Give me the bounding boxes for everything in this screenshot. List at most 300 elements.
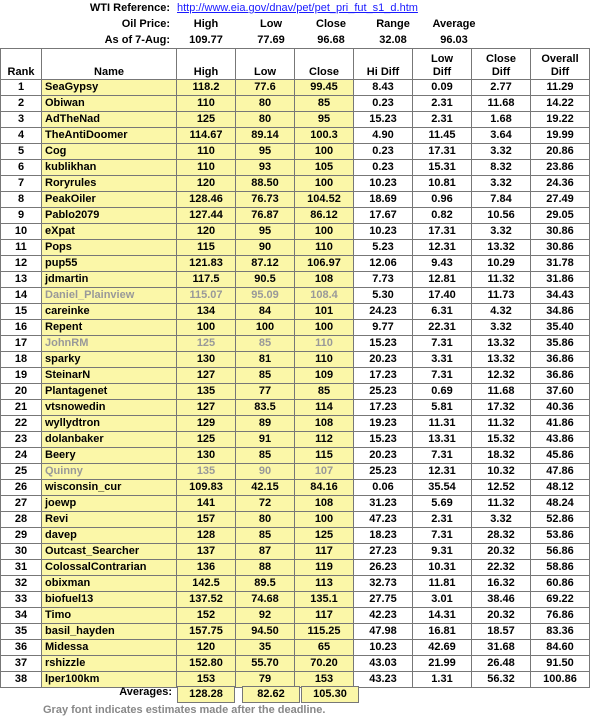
oil-high-value: 109.77 [189, 34, 223, 46]
cell-close: 117 [295, 608, 354, 624]
cell-name: Outcast_Searcher [42, 544, 177, 560]
cell-overall-diff: 19.22 [531, 112, 590, 128]
cell-low: 92 [236, 608, 295, 624]
cell-close-diff: 15.32 [472, 432, 531, 448]
cell-hi-diff: 8.43 [354, 80, 413, 96]
cell-close: 115 [295, 448, 354, 464]
cell-high: 157.75 [177, 624, 236, 640]
cell-low-diff: 5.69 [413, 496, 472, 512]
table-row [1, 528, 590, 544]
cell-close-diff: 22.32 [472, 560, 531, 576]
as-of-row [0, 32, 611, 48]
as-of-label: As of 7-Aug: [104, 34, 170, 46]
cell-close: 108.4 [295, 288, 354, 304]
cell-rank: 4 [1, 128, 42, 144]
cell-hi-diff: 15.23 [354, 432, 413, 448]
cell-high: 115.07 [177, 288, 236, 304]
cell-close: 108 [295, 416, 354, 432]
cell-hi-diff: 32.73 [354, 576, 413, 592]
cell-low-diff: 9.31 [413, 544, 472, 560]
cell-rank: 18 [1, 352, 42, 368]
cell-low-diff: 15.31 [413, 160, 472, 176]
cell-hi-diff: 9.77 [354, 320, 413, 336]
cell-overall-diff: 34.43 [531, 288, 590, 304]
table-row [1, 448, 590, 464]
table-body [1, 80, 590, 688]
cell-low: 85 [236, 448, 295, 464]
cell-overall-diff: 37.60 [531, 384, 590, 400]
table-row [1, 400, 590, 416]
cell-rank: 27 [1, 496, 42, 512]
cell-rank: 25 [1, 464, 42, 480]
cell-close: 107 [295, 464, 354, 480]
cell-hi-diff: 17.23 [354, 368, 413, 384]
cell-name: Obiwan [42, 96, 177, 112]
cell-close: 117 [295, 544, 354, 560]
cell-hi-diff: 43.23 [354, 672, 413, 688]
cell-rank: 10 [1, 224, 42, 240]
table-row [1, 96, 590, 112]
cell-overall-diff: 91.50 [531, 656, 590, 672]
cell-low-diff: 7.31 [413, 368, 472, 384]
cell-low: 77.6 [236, 80, 295, 96]
cell-name: Cog [42, 144, 177, 160]
cell-hi-diff: 4.90 [354, 128, 413, 144]
cell-close-diff: 13.32 [472, 352, 531, 368]
cell-low-diff: 11.45 [413, 128, 472, 144]
cell-close-diff: 18.57 [472, 624, 531, 640]
cell-close-diff: 11.68 [472, 384, 531, 400]
oil-close-value: 96.68 [317, 34, 345, 46]
cell-low-diff: 17.31 [413, 224, 472, 240]
cell-low-diff: 0.82 [413, 208, 472, 224]
oil-range-value: 32.08 [379, 34, 407, 46]
cell-high: 135 [177, 464, 236, 480]
cell-low-diff: 3.01 [413, 592, 472, 608]
cell-hi-diff: 25.23 [354, 464, 413, 480]
cell-low: 89.14 [236, 128, 295, 144]
cell-name: vtsnowedin [42, 400, 177, 416]
cell-low: 84 [236, 304, 295, 320]
cell-close: 85 [295, 384, 354, 400]
cell-rank: 7 [1, 176, 42, 192]
cell-low-diff: 6.31 [413, 304, 472, 320]
cell-overall-diff: 48.12 [531, 480, 590, 496]
cell-overall-diff: 60.86 [531, 576, 590, 592]
table-row [1, 384, 590, 400]
cell-hi-diff: 5.30 [354, 288, 413, 304]
header-low: Low [236, 49, 295, 80]
cell-name: Quinny [42, 464, 177, 480]
cell-close: 70.20 [295, 656, 354, 672]
cell-close-diff: 20.32 [472, 544, 531, 560]
cell-name: careinke [42, 304, 177, 320]
cell-high: 125 [177, 432, 236, 448]
cell-close: 104.52 [295, 192, 354, 208]
cell-high: 130 [177, 352, 236, 368]
cell-name: PeakOiler [42, 192, 177, 208]
cell-low-diff: 21.99 [413, 656, 472, 672]
cell-low: 95.09 [236, 288, 295, 304]
cell-name: ColossalContrarian [42, 560, 177, 576]
cell-low-diff: 16.81 [413, 624, 472, 640]
cell-low-diff: 10.31 [413, 560, 472, 576]
cell-overall-diff: 11.29 [531, 80, 590, 96]
cell-name: lper100km [42, 672, 177, 688]
cell-rank: 5 [1, 144, 42, 160]
cell-overall-diff: 43.86 [531, 432, 590, 448]
cell-name: Pops [42, 240, 177, 256]
header-high: High [177, 49, 236, 80]
cell-low-diff: 12.31 [413, 464, 472, 480]
cell-name: wyllydtron [42, 416, 177, 432]
cell-rank: 24 [1, 448, 42, 464]
col-low-label: Low [260, 18, 282, 30]
table-row [1, 240, 590, 256]
table-row [1, 224, 590, 240]
cell-low: 94.50 [236, 624, 295, 640]
cell-low-diff: 9.43 [413, 256, 472, 272]
table-row [1, 320, 590, 336]
cell-rank: 17 [1, 336, 42, 352]
table-row [1, 272, 590, 288]
wti-reference-row [0, 0, 611, 16]
average-low: 82.62 [242, 686, 300, 703]
cell-low-diff: 0.69 [413, 384, 472, 400]
cell-rank: 6 [1, 160, 42, 176]
header-low-diff: Low Diff [413, 49, 472, 80]
cell-close: 110 [295, 336, 354, 352]
cell-name: joewp [42, 496, 177, 512]
cell-low: 85 [236, 528, 295, 544]
cell-close-diff: 11.32 [472, 272, 531, 288]
cell-hi-diff: 17.67 [354, 208, 413, 224]
cell-close-diff: 20.32 [472, 608, 531, 624]
cell-close: 85 [295, 96, 354, 112]
cell-high: 117.5 [177, 272, 236, 288]
gray-font-note: Gray font indicates estimates made after the deadline. [43, 704, 326, 716]
cell-overall-diff: 23.86 [531, 160, 590, 176]
table-row [1, 208, 590, 224]
cell-overall-diff: 29.05 [531, 208, 590, 224]
cell-close: 95 [295, 112, 354, 128]
table-row [1, 160, 590, 176]
cell-hi-diff: 7.73 [354, 272, 413, 288]
cell-high: 129 [177, 416, 236, 432]
cell-close-diff: 8.32 [472, 160, 531, 176]
cell-low: 72 [236, 496, 295, 512]
cell-rank: 11 [1, 240, 42, 256]
cell-name: biofuel13 [42, 592, 177, 608]
cell-high: 100 [177, 320, 236, 336]
cell-close-diff: 12.52 [472, 480, 531, 496]
cell-rank: 14 [1, 288, 42, 304]
cell-close-diff: 13.32 [472, 240, 531, 256]
cell-high: 110 [177, 96, 236, 112]
cell-low: 90 [236, 464, 295, 480]
cell-low-diff: 0.96 [413, 192, 472, 208]
cell-high: 109.83 [177, 480, 236, 496]
cell-name: Daniel_Plainview [42, 288, 177, 304]
cell-low: 74.68 [236, 592, 295, 608]
cell-low: 89 [236, 416, 295, 432]
cell-low: 80 [236, 96, 295, 112]
cell-rank: 37 [1, 656, 42, 672]
cell-rank: 1 [1, 80, 42, 96]
cell-overall-diff: 53.86 [531, 528, 590, 544]
cell-hi-diff: 19.23 [354, 416, 413, 432]
header-close-diff: Close Diff [472, 49, 531, 80]
cell-rank: 36 [1, 640, 42, 656]
cell-high: 142.5 [177, 576, 236, 592]
cell-close: 65 [295, 640, 354, 656]
cell-close: 100 [295, 512, 354, 528]
cell-close-diff: 56.32 [472, 672, 531, 688]
cell-rank: 12 [1, 256, 42, 272]
cell-name: sparky [42, 352, 177, 368]
cell-name: dolanbaker [42, 432, 177, 448]
cell-close-diff: 13.32 [472, 336, 531, 352]
cell-close-diff: 26.48 [472, 656, 531, 672]
cell-close-diff: 11.68 [472, 96, 531, 112]
rankings-table [0, 48, 590, 688]
table-row [1, 80, 590, 96]
oil-price-label: Oil Price: [121, 18, 170, 30]
average-close: 105.30 [301, 686, 359, 703]
cell-close: 99.45 [295, 80, 354, 96]
cell-high: 120 [177, 640, 236, 656]
cell-overall-diff: 47.86 [531, 464, 590, 480]
cell-close-diff: 3.64 [472, 128, 531, 144]
cell-hi-diff: 0.23 [354, 160, 413, 176]
cell-low: 83.5 [236, 400, 295, 416]
cell-low-diff: 42.69 [413, 640, 472, 656]
cell-low: 91 [236, 432, 295, 448]
cell-low: 100 [236, 320, 295, 336]
cell-close: 108 [295, 496, 354, 512]
cell-overall-diff: 100.86 [531, 672, 590, 688]
cell-hi-diff: 27.75 [354, 592, 413, 608]
cell-low-diff: 11.81 [413, 576, 472, 592]
cell-name: pup55 [42, 256, 177, 272]
cell-name: Timo [42, 608, 177, 624]
cell-high: 128.46 [177, 192, 236, 208]
table-row [1, 496, 590, 512]
cell-low: 35 [236, 640, 295, 656]
cell-high: 137.52 [177, 592, 236, 608]
cell-hi-diff: 18.23 [354, 528, 413, 544]
cell-close: 153 [295, 672, 354, 688]
cell-rank: 23 [1, 432, 42, 448]
cell-rank: 22 [1, 416, 42, 432]
cell-hi-diff: 5.23 [354, 240, 413, 256]
cell-close: 100 [295, 144, 354, 160]
table-row [1, 608, 590, 624]
averages-label: Averages: [119, 686, 172, 698]
cell-rank: 33 [1, 592, 42, 608]
cell-low-diff: 11.31 [413, 416, 472, 432]
table-row [1, 544, 590, 560]
table-header-row [1, 49, 590, 80]
cell-close-diff: 17.32 [472, 400, 531, 416]
table-row [1, 464, 590, 480]
cell-close-diff: 12.32 [472, 368, 531, 384]
cell-low: 87 [236, 544, 295, 560]
cell-close-diff: 7.84 [472, 192, 531, 208]
cell-hi-diff: 17.23 [354, 400, 413, 416]
cell-name: SeaGypsy [42, 80, 177, 96]
cell-close: 101 [295, 304, 354, 320]
cell-high: 120 [177, 224, 236, 240]
cell-rank: 30 [1, 544, 42, 560]
cell-rank: 3 [1, 112, 42, 128]
cell-low-diff: 0.09 [413, 80, 472, 96]
cell-rank: 28 [1, 512, 42, 528]
cell-overall-diff: 24.36 [531, 176, 590, 192]
cell-low-diff: 12.81 [413, 272, 472, 288]
cell-hi-diff: 15.23 [354, 336, 413, 352]
cell-low: 85 [236, 368, 295, 384]
cell-overall-diff: 36.86 [531, 352, 590, 368]
header-rank: Rank [1, 49, 42, 80]
cell-overall-diff: 34.86 [531, 304, 590, 320]
cell-overall-diff: 40.36 [531, 400, 590, 416]
cell-low: 80 [236, 112, 295, 128]
table-row [1, 560, 590, 576]
header-name: Name [42, 49, 177, 80]
cell-low: 89.5 [236, 576, 295, 592]
cell-name: basil_hayden [42, 624, 177, 640]
cell-overall-diff: 45.86 [531, 448, 590, 464]
cell-high: 157 [177, 512, 236, 528]
cell-low-diff: 10.81 [413, 176, 472, 192]
cell-close-diff: 3.32 [472, 144, 531, 160]
cell-close: 135.1 [295, 592, 354, 608]
header-hi-diff: Hi Diff [354, 49, 413, 80]
cell-close: 100.3 [295, 128, 354, 144]
cell-low: 87.12 [236, 256, 295, 272]
cell-high: 120 [177, 176, 236, 192]
col-close-label: Close [316, 18, 346, 30]
cell-name: JohnRM [42, 336, 177, 352]
wti-reference-link[interactable]: http://www.eia.gov/dnav/pet/pet_pri_fut_s1_d.htm [177, 2, 418, 14]
cell-name: Plantagenet [42, 384, 177, 400]
cell-close-diff: 10.32 [472, 464, 531, 480]
cell-hi-diff: 12.06 [354, 256, 413, 272]
header-overall-diff: Overall Diff [531, 49, 590, 80]
cell-overall-diff: 56.86 [531, 544, 590, 560]
cell-low: 79 [236, 672, 295, 688]
cell-close: 100 [295, 320, 354, 336]
oil-average-value: 96.03 [440, 34, 468, 46]
cell-high: 121.83 [177, 256, 236, 272]
cell-low: 81 [236, 352, 295, 368]
cell-low: 90.5 [236, 272, 295, 288]
cell-high: 115 [177, 240, 236, 256]
cell-name: AdTheNad [42, 112, 177, 128]
cell-low-diff: 7.31 [413, 336, 472, 352]
col-range-label: Range [376, 18, 410, 30]
cell-rank: 19 [1, 368, 42, 384]
cell-high: 128 [177, 528, 236, 544]
cell-close-diff: 11.32 [472, 416, 531, 432]
cell-close-diff: 3.32 [472, 320, 531, 336]
table-row [1, 128, 590, 144]
cell-close: 86.12 [295, 208, 354, 224]
cell-low-diff: 22.31 [413, 320, 472, 336]
cell-close-diff: 28.32 [472, 528, 531, 544]
cell-close: 84.16 [295, 480, 354, 496]
cell-high: 125 [177, 112, 236, 128]
oil-price-row [0, 16, 611, 32]
table-row [1, 416, 590, 432]
cell-low-diff: 3.31 [413, 352, 472, 368]
cell-close-diff: 18.32 [472, 448, 531, 464]
cell-name: Repent [42, 320, 177, 336]
cell-overall-diff: 31.86 [531, 272, 590, 288]
cell-close-diff: 10.56 [472, 208, 531, 224]
col-average-label: Average [432, 18, 476, 30]
cell-overall-diff: 35.40 [531, 320, 590, 336]
col-high-label: High [193, 18, 219, 30]
cell-low-diff: 17.40 [413, 288, 472, 304]
table-row [1, 288, 590, 304]
cell-low: 93 [236, 160, 295, 176]
cell-hi-diff: 25.23 [354, 384, 413, 400]
cell-high: 136 [177, 560, 236, 576]
cell-name: wisconsin_cur [42, 480, 177, 496]
cell-close: 112 [295, 432, 354, 448]
cell-close: 125 [295, 528, 354, 544]
cell-close-diff: 10.29 [472, 256, 531, 272]
cell-hi-diff: 18.69 [354, 192, 413, 208]
cell-close-diff: 31.68 [472, 640, 531, 656]
cell-rank: 9 [1, 208, 42, 224]
cell-hi-diff: 20.23 [354, 352, 413, 368]
cell-close: 114 [295, 400, 354, 416]
table-row [1, 480, 590, 496]
cell-overall-diff: 52.86 [531, 512, 590, 528]
cell-overall-diff: 30.86 [531, 224, 590, 240]
cell-low-diff: 2.31 [413, 512, 472, 528]
cell-overall-diff: 41.86 [531, 416, 590, 432]
cell-name: Revi [42, 512, 177, 528]
cell-low: 77 [236, 384, 295, 400]
wti-label: WTI Reference: [89, 2, 170, 14]
cell-rank: 34 [1, 608, 42, 624]
table-row [1, 192, 590, 208]
cell-name: Midessa [42, 640, 177, 656]
cell-overall-diff: 36.86 [531, 368, 590, 384]
cell-high: 110 [177, 144, 236, 160]
cell-low: 76.73 [236, 192, 295, 208]
cell-hi-diff: 24.23 [354, 304, 413, 320]
table-row [1, 432, 590, 448]
cell-close: 105 [295, 160, 354, 176]
table-row [1, 336, 590, 352]
cell-low-diff: 13.31 [413, 432, 472, 448]
cell-hi-diff: 0.23 [354, 96, 413, 112]
average-high: 128.28 [177, 686, 235, 703]
cell-overall-diff: 76.86 [531, 608, 590, 624]
cell-high: 118.2 [177, 80, 236, 96]
table-row [1, 304, 590, 320]
cell-low: 85 [236, 336, 295, 352]
cell-close: 100 [295, 176, 354, 192]
cell-low-diff: 7.31 [413, 528, 472, 544]
cell-low: 76.87 [236, 208, 295, 224]
cell-high: 125 [177, 336, 236, 352]
